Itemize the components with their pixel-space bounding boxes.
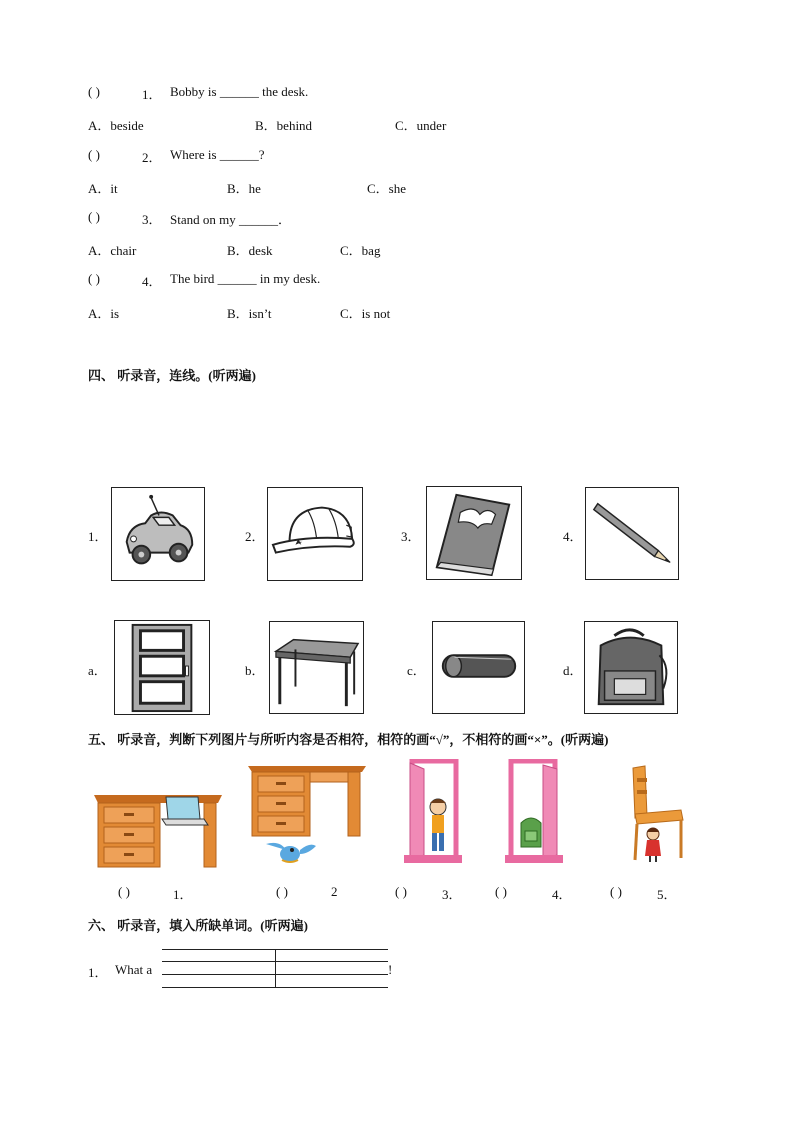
section-5-title: 五、 听录音，判断下列图片与所听内容是否相符，相符的画“√”，不相符的画“×”。(听两遍)	[88, 732, 609, 747]
judge-paren-2[interactable]: ( )	[276, 884, 288, 899]
question-number: 3．	[142, 212, 162, 227]
option-c: C．bag	[340, 243, 381, 258]
match-label-b: b．	[245, 663, 265, 678]
section-6-title: 六、 听录音，填入所缺单词。(听两遍)	[88, 918, 308, 933]
answer-paren[interactable]: ( )	[88, 271, 100, 286]
match-label-4: 4．	[563, 529, 583, 544]
answer-paren[interactable]: ( )	[88, 84, 100, 99]
option-b: B．isn’t	[227, 306, 272, 321]
match-label-3: 3．	[401, 529, 421, 544]
desk-bird-icon[interactable]	[246, 762, 368, 866]
option-c: C．she	[367, 181, 407, 196]
judge-num-5: 5．	[657, 887, 677, 902]
match-label-2: 2．	[245, 529, 265, 544]
fill-prefix: What a	[115, 962, 153, 977]
toy-car-icon[interactable]	[111, 487, 205, 581]
option-c: C．is not	[340, 306, 391, 321]
judge-num-2: 2	[331, 884, 338, 899]
book-icon[interactable]	[426, 486, 522, 580]
chair-girl-icon[interactable]	[627, 764, 685, 866]
match-label-a: a．	[88, 663, 107, 678]
cap-icon[interactable]	[267, 487, 363, 581]
match-label-1: 1．	[88, 529, 108, 544]
writing-line	[162, 987, 388, 988]
option-b: B．desk	[227, 243, 273, 258]
judge-num-3: 3．	[442, 887, 462, 902]
question-number: 1．	[142, 87, 162, 102]
option-c: C．under	[395, 118, 447, 133]
section-4-title: 四、 听录音，连线。(听两遍)	[88, 368, 256, 383]
judge-num-4: 4．	[552, 887, 572, 902]
question-stem: Where is ______?	[170, 147, 265, 162]
option-a: A．it	[88, 181, 118, 196]
backpack-icon[interactable]	[584, 621, 678, 714]
desk-icon[interactable]	[269, 621, 364, 714]
desk-computer-icon[interactable]	[92, 783, 224, 873]
question-number: 2．	[142, 150, 162, 165]
option-b: B．behind	[255, 118, 313, 133]
option-b: B．he	[227, 181, 261, 196]
judge-paren-5[interactable]: ( )	[610, 884, 622, 899]
fill-number: 1．	[88, 965, 108, 980]
question-number: 4．	[142, 274, 162, 289]
question-stem: Bobby is ______ the desk.	[170, 84, 309, 99]
option-a: A．chair	[88, 243, 137, 258]
fill-suffix: !	[388, 962, 393, 977]
judge-paren-4[interactable]: ( )	[495, 884, 507, 899]
line-divider	[275, 949, 276, 987]
question-stem: Stand on my ______．	[170, 212, 291, 227]
option-a: A．beside	[88, 118, 144, 133]
pencil-icon[interactable]	[585, 487, 679, 580]
option-a: A．is	[88, 306, 120, 321]
judge-paren-1[interactable]: ( )	[118, 884, 130, 899]
door-boy-icon[interactable]	[402, 759, 462, 865]
answer-paren[interactable]: ( )	[88, 147, 100, 162]
answer-paren[interactable]: ( )	[88, 209, 100, 224]
judge-num-1: 1．	[173, 887, 193, 902]
door-bag-icon[interactable]	[505, 759, 563, 865]
door-icon[interactable]	[114, 620, 210, 715]
pencil-case-icon[interactable]	[432, 621, 525, 714]
match-label-c: c．	[407, 663, 426, 678]
match-label-d: d．	[563, 663, 583, 678]
judge-paren-3[interactable]: ( )	[395, 884, 407, 899]
question-stem: The bird ______ in my desk.	[170, 271, 321, 286]
